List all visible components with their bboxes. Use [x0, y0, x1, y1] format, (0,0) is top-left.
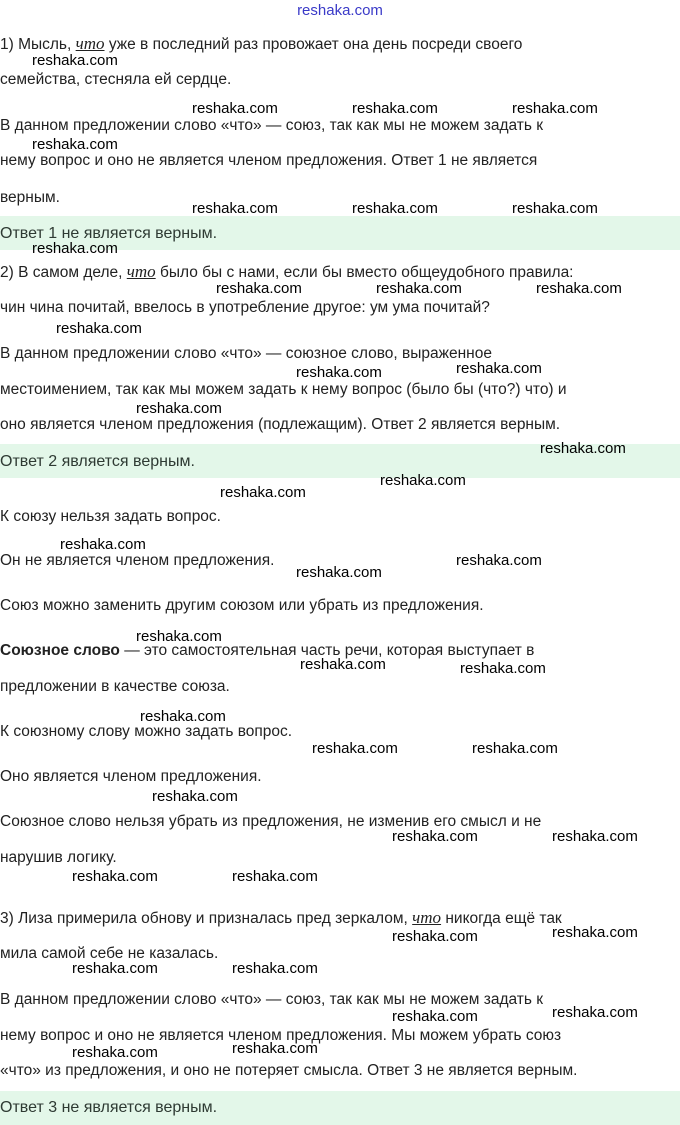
watermark: reshaka.com: [152, 788, 238, 805]
watermark: reshaka.com: [552, 1004, 638, 1021]
q1-sentence-line-2: семейства, стесняла ей сердце.: [0, 71, 232, 88]
watermark: reshaka.com: [232, 868, 318, 885]
watermark: reshaka.com: [392, 1008, 478, 1025]
q3-explanation-2: нему вопрос и оно не является членом предложения. Мы можем убрать союз: [0, 1027, 562, 1044]
theory-line-2: Он не является членом предложения.: [0, 552, 275, 569]
term-definition: — это самостоятельная часть речи, которая выступает в: [119, 642, 535, 659]
q2-sentence-end: было бы с нами, если бы вместо общеудобного правила:: [155, 264, 574, 281]
answer-3-text: Ответ 3 не является верным.: [0, 1099, 218, 1116]
q2-explanation-1: В данном предложении слово «что» — союзное слово, выраженное: [0, 345, 492, 362]
watermark: reshaka.com: [392, 928, 478, 945]
watermark: reshaka.com: [380, 472, 466, 489]
q2-sentence-line-2: чин чина почитай, ввелось в употребление другое: ум ума почитай?: [0, 299, 490, 316]
watermark: reshaka.com: [472, 740, 558, 757]
watermark: reshaka.com: [72, 960, 158, 977]
q1-explanation-2: нему вопрос и оно не является членом предложения. Ответ 1 не является: [0, 152, 538, 169]
q2-explanation-3: оно является членом предложения (подлежащим). Ответ 2 является верным.: [0, 416, 561, 433]
watermark: reshaka.com: [32, 240, 118, 257]
watermark: reshaka.com: [220, 484, 306, 501]
watermark: reshaka.com: [140, 708, 226, 725]
watermark: reshaka.com: [72, 1044, 158, 1061]
watermark: reshaka.com: [300, 656, 386, 673]
q3-explanation-3: «что» из предложения, и оно не потеряет смысла. Ответ 3 не является верным.: [0, 1062, 578, 1079]
watermark: reshaka.com: [136, 628, 222, 645]
theory-line-8: Союзное слово нельзя убрать из предложения, не изменив его смысл и не: [0, 813, 542, 830]
answer-band-3: [0, 1091, 680, 1125]
watermark: reshaka.com: [456, 360, 542, 377]
q1-highlighted-word: что: [75, 34, 105, 53]
theory-line-3: Союз можно заменить другим союзом или убрать из предложения.: [0, 597, 484, 614]
q1-sentence-start: 1) Мысль,: [0, 36, 76, 53]
watermark: reshaka.com: [512, 100, 598, 117]
theory-line-7: Оно является членом предложения.: [0, 768, 262, 785]
q1-explanation-1: В данном предложении слово «что» — союз, так как мы не можем задать к: [0, 117, 544, 134]
watermark: reshaka.com: [56, 320, 142, 337]
watermark: reshaka.com: [540, 440, 626, 457]
watermark: reshaka.com: [456, 552, 542, 569]
watermark: reshaka.com: [296, 564, 382, 581]
watermark: reshaka.com: [352, 200, 438, 217]
watermark: reshaka.com: [460, 660, 546, 677]
q3-sentence-end: никогда ещё так: [441, 910, 562, 927]
watermark: reshaka.com: [32, 136, 118, 153]
q3-sentence-line-2: мила самой себе не казалась.: [0, 945, 219, 962]
watermark: reshaka.com: [32, 52, 118, 69]
watermark: reshaka.com: [536, 280, 622, 297]
watermark: reshaka.com: [552, 828, 638, 845]
q3-sentence-line-1: [0, 908, 562, 929]
watermark: reshaka.com: [192, 100, 278, 117]
watermark: reshaka.com: [136, 400, 222, 417]
theory-line-5: предложении в качестве союза.: [0, 678, 230, 695]
watermark: reshaka.com: [192, 200, 278, 217]
site-link[interactable]: reshaka.com: [297, 2, 383, 19]
theory-line-9: нарушив логику.: [0, 849, 117, 866]
watermark: reshaka.com: [72, 868, 158, 885]
q3-explanation-1: В данном предложении слово «что» — союз, так как мы не можем задать к: [0, 991, 544, 1008]
watermark: reshaka.com: [216, 280, 302, 297]
watermark: reshaka.com: [232, 960, 318, 977]
q1-sentence-end: уже в последний раз провожает она день посреди своего: [104, 36, 523, 53]
q2-explanation-2: местоимением, так как мы можем задать к нему вопрос (было бы (что?) что) и: [0, 381, 567, 398]
term-bold: Союзное слово: [0, 642, 120, 659]
q2-sentence-start: 2) В самом деле,: [0, 264, 127, 281]
theory-line-6: К союзному слову можно задать вопрос.: [0, 723, 293, 740]
theory-line-1: К союзу нельзя задать вопрос.: [0, 508, 221, 525]
watermark: reshaka.com: [296, 364, 382, 381]
watermark: reshaka.com: [552, 924, 638, 941]
watermark: reshaka.com: [312, 740, 398, 757]
q3-sentence-start: 3) Лиза примерила обнову и призналась пред зеркалом,: [0, 910, 413, 927]
watermark: reshaka.com: [376, 280, 462, 297]
q1-explanation-3: верным.: [0, 189, 60, 206]
watermark: reshaka.com: [232, 1040, 318, 1057]
q2-highlighted-word: что: [126, 262, 156, 281]
answer-1-text: Ответ 1 не является верным.: [0, 225, 218, 242]
q3-highlighted-word: что: [412, 908, 442, 927]
theory-line-4: [0, 641, 534, 661]
watermark: reshaka.com: [392, 828, 478, 845]
watermark: reshaka.com: [60, 536, 146, 553]
watermark: reshaka.com: [512, 200, 598, 217]
watermark: reshaka.com: [352, 100, 438, 117]
answer-2-text: Ответ 2 является верным.: [0, 453, 195, 470]
